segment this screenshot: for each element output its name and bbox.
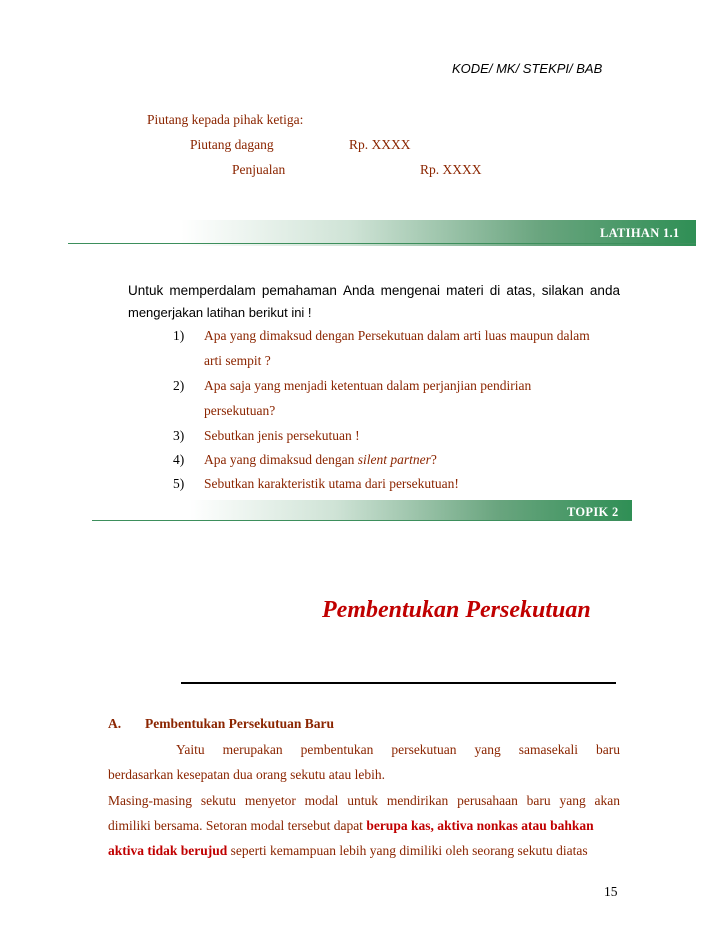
topik-band [92, 500, 632, 521]
question-text-post: ? [430, 452, 437, 467]
intro-word: anda [589, 283, 620, 298]
para-word: modal [304, 793, 339, 808]
para-word: mendirikan [386, 793, 449, 808]
question-number: 2) [173, 378, 185, 393]
para-word: samasekali [518, 742, 579, 757]
intro-word: materi [446, 283, 484, 298]
para-word: sekutu [200, 793, 237, 808]
journal-debit-account: Piutang dagang [190, 137, 274, 152]
section-letter: A. [108, 716, 122, 731]
para-word: menyetor [244, 793, 296, 808]
intro-word: memperdalam [169, 283, 256, 298]
intro-word: mengenai [380, 283, 440, 298]
para-text: dimiliki bersama. Setoran modal tersebut dapat [108, 818, 367, 833]
para-word: baru [526, 793, 551, 808]
section-title: Pembentukan Persekutuan [322, 597, 591, 623]
journal-credit-amount: Rp. XXXX [420, 162, 482, 177]
intro-word: silakan [541, 283, 584, 298]
topik-band-rule [92, 520, 632, 521]
para-word: persekutuan [391, 742, 457, 757]
question-number: 1) [173, 328, 185, 343]
para-word: baru [596, 742, 620, 757]
question-text: Sebutkan karakteristik utama dari persekutuan! [204, 476, 459, 491]
question-text-italic: silent partner [357, 452, 431, 467]
paragraph2-line1 [108, 793, 620, 809]
para-word: yang [559, 793, 586, 808]
para-emphasis: berupa kas, aktiva nonkas atau bahkan [366, 818, 594, 833]
intro-word: pemahaman [261, 283, 337, 298]
para-word: Masing-masing [108, 793, 192, 808]
paragraph1-line1 [176, 742, 620, 758]
question-number: 5) [173, 476, 185, 491]
paragraph1-line2: berdasarkan kesepatan dua orang sekutu atau lebih. [108, 767, 386, 782]
journal-heading: Piutang kepada pihak ketiga: [147, 112, 304, 127]
latihan-intro-line2: mengerjakan latihan berikut ini ! [128, 305, 312, 320]
question-number: 3) [173, 428, 185, 443]
intro-word: di [489, 283, 501, 298]
latihan-band-rule [68, 243, 696, 244]
journal-debit-amount: Rp. XXXX [349, 137, 411, 152]
para-emphasis: aktiva tidak berujud [108, 843, 228, 858]
intro-word: Untuk [128, 283, 164, 298]
section-heading: Pembentukan Persekutuan Baru [145, 716, 335, 731]
title-rule [181, 682, 616, 684]
latihan-label: LATIHAN 1.1 [600, 226, 680, 240]
journal-credit-account: Penjualan [232, 162, 286, 177]
question-text [204, 452, 437, 468]
para-word: pembentukan [300, 742, 374, 757]
paragraph2-line2 [108, 818, 594, 834]
para-word: merupakan [222, 742, 283, 757]
para-word: akan [594, 793, 620, 808]
question-text: Apa yang dimaksud dengan Persekutuan dalam arti luas maupun dalam [204, 328, 590, 343]
para-word: perusahaan [457, 793, 518, 808]
para-word: yang [474, 742, 501, 757]
question-text: Sebutkan jenis persekutuan ! [204, 428, 360, 443]
question-number: 4) [173, 452, 185, 467]
page-number: 15 [604, 884, 618, 899]
document-code: KODE/ MK/ STEKPI/ BAB [452, 61, 603, 76]
intro-word: atas, [506, 283, 536, 298]
intro-word: Anda [343, 283, 375, 298]
question-text-cont: persekutuan? [204, 403, 276, 418]
topik-label: TOPIK 2 [567, 505, 619, 519]
para-word: Yaitu [176, 742, 205, 757]
para-word: untuk [347, 793, 378, 808]
para-text: seperti kemampuan lebih yang dimiliki oleh seorang sekutu diatas [227, 843, 588, 858]
latihan-intro-line1 [128, 283, 620, 298]
question-text-pre: Apa yang dimaksud dengan [204, 452, 358, 467]
question-text: Apa saja yang menjadi ketentuan dalam perjanjian pendirian [204, 378, 532, 393]
paragraph2-line3 [108, 843, 588, 859]
question-text-cont: arti sempit ? [204, 353, 271, 368]
